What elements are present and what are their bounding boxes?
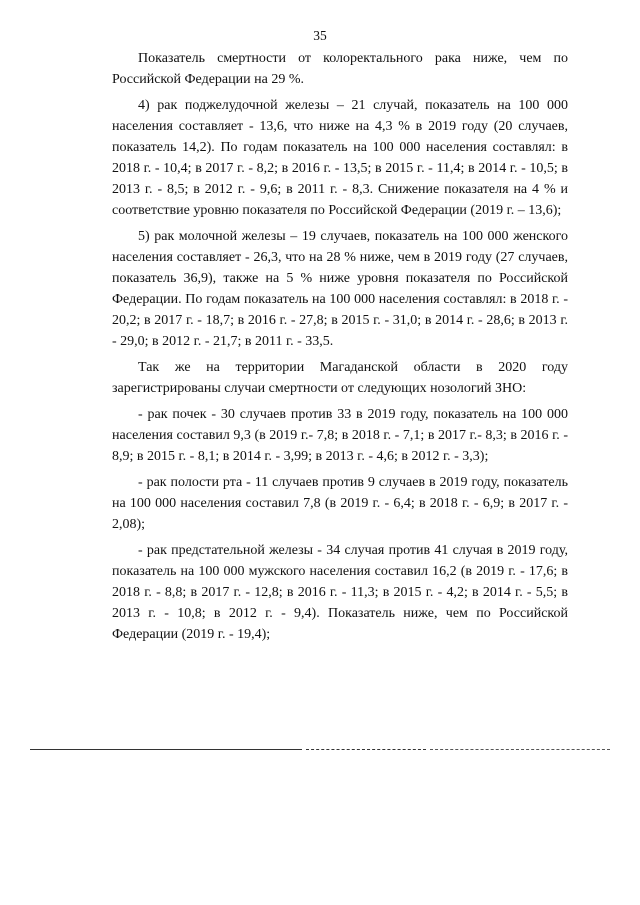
footer-divider-left xyxy=(30,749,302,750)
paragraph-kidney-cancer: - рак почек - 30 случаев против 33 в 2019 году, показатель на 100 000 населения составил 9,3 (в 2019 г.- 7,8; в 2018 г. - 7,1; в 2017 г.- 8,3; в 2016 г. - 8,9; в 2015 г. - 8,1; в 2014 г. - 3,99; в 2013 г. - 4,6; в 2012 г. - 3,3); xyxy=(112,407,568,464)
paragraph-oral-cancer: - рак полости рта - 11 случаев против 9 случаев в 2019 году, показатель на 100 000 населения составил 7,8 (в 2019 г. - 6,4; в 2018 г. - 6,9; в 2017 г. - 2,08); xyxy=(112,475,568,532)
footer-divider-right xyxy=(430,749,610,750)
page-number: 35 xyxy=(313,28,327,43)
document-body xyxy=(112,48,568,650)
paragraph-pancreatic-cancer: 4) рак поджелудочной железы – 21 случай, показатель на 100 000 населения составляет - 13,6, что ниже на 4,3 % в 2019 году (20 случаев, показатель 14,2). По годам показатель на 100 000 населения составлял: в 2018 г. - 10,4; в 2017 г. - 8,2; в 2016 г. - 13,5; в 2015 г. - 11,4; в 2014 г. - 10,5; в 2013 г. - 8,5; в 2012 г. - 9,6; в 2011 г. - 8,3. Снижение показателя на 4 % и соответствие уровню показателя по Российской Федерации (2019 г. – 13,6); xyxy=(112,98,568,218)
paragraph-prostate-cancer: - рак предстательной железы - 34 случая против 41 случая в 2019 году, показатель на 100 000 мужского населения составил 16,2 (в 2019 г. - 17,6; в 2018 г. - 8,8; в 2017 г. - 12,8; в 2016 г. - 11,3; в 2015 г. - 4,2; в 2014 г. - 5,5; в 2013 г. - 10,8; в 2012 г. - 9,4). Показатель ниже, чем по Российской Федерации (2019 г. - 19,4); xyxy=(112,543,568,642)
paragraph-colorectal-summary: Показатель смертности от колоректального рака ниже, чем по Российской Федерации на 29 %. xyxy=(112,51,568,87)
footer-divider-middle xyxy=(306,749,426,750)
paragraph-breast-cancer: 5) рак молочной железы – 19 случаев, показатель на 100 000 женского населения составляет - 26,3, что на 28 % ниже, чем в 2019 году (27 случаев, показатель 36,9), также на 5 % ниже уровня показателя по Российской Федерации. По годам показатель на 100 000 населения составлял: в 2018 г. - 20,2; в 2017 г. - 18,7; в 2016 г. - 27,8; в 2015 г. - 31,0; в 2014 г. - 28,6; в 2013 г. - 29,0; в 2012 г. - 21,7; в 2011 г. - 33,5. xyxy=(112,229,568,349)
paragraph-other-nosologies-intro: Так же на территории Магаданской области в 2020 году зарегистрированы случаи смертности от следующих нозологий ЗНО: xyxy=(112,360,568,396)
